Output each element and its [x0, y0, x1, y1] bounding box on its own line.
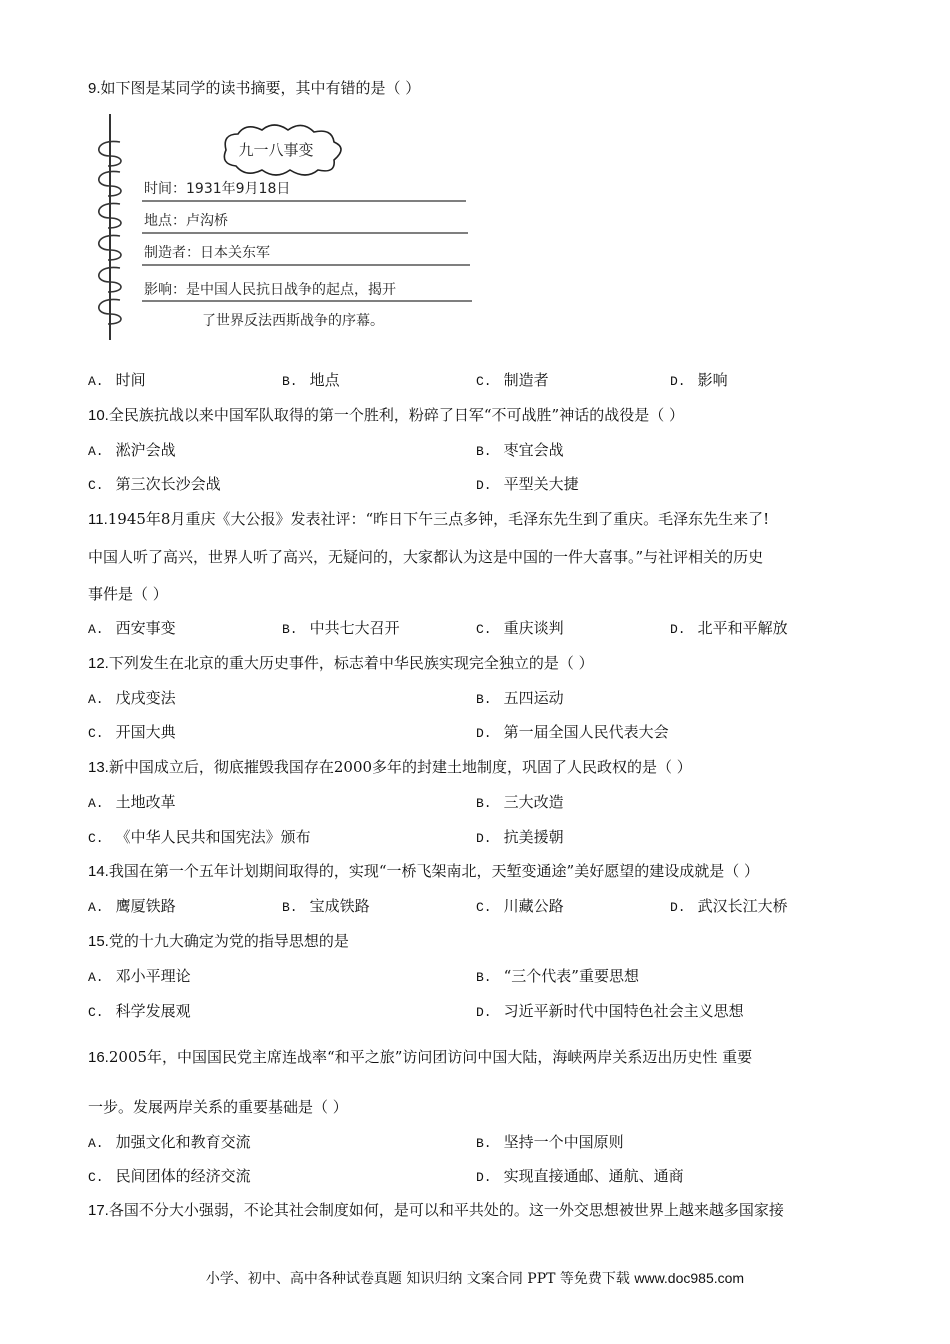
option-text: 开国大典 [115, 723, 176, 741]
option-letter: C. [476, 622, 492, 637]
question-text-continued: 一步。发展两岸关系的重要基础是（ ） [88, 1098, 348, 1116]
answer-option-q16-3 [476, 1166, 684, 1188]
question-text: 新中国成立后，彻底摧毁我国存在2000多年的封建土地制度，巩固了人民政权的是（ ） [108, 758, 692, 776]
question-stem-q13 [88, 757, 692, 778]
option-letter: B. [476, 796, 492, 811]
answer-option-q14-3 [670, 896, 788, 918]
option-text: 习近平新时代中国特色社会主义思想 [503, 1002, 744, 1020]
option-text: 坚持一个中国原则 [503, 1133, 624, 1151]
answer-option-q15-1 [476, 966, 639, 988]
option-letter: B. [476, 444, 492, 459]
option-letter: A. [88, 970, 104, 985]
question-text: 全民族抗战以来中国军队取得的第一个胜利，粉碎了日军“不可战胜”神话的战役是（ ） [108, 406, 684, 424]
option-letter: A. [88, 374, 104, 389]
question-stem-q17 [88, 1200, 784, 1221]
option-text: 邓小平理论 [115, 967, 191, 985]
answer-option-q12-0 [88, 688, 176, 710]
option-letter: A. [88, 1136, 104, 1151]
option-text: 第一届全国人民代表大会 [503, 723, 669, 741]
question-number: 9. [88, 80, 101, 97]
answer-option-q13-2 [88, 827, 311, 849]
notebook-illustration [86, 112, 486, 342]
option-letter: C. [88, 1170, 104, 1185]
option-text: 北平和平解放 [697, 619, 788, 637]
answer-option-q9-3 [670, 370, 728, 392]
question-number: 15. [88, 933, 109, 950]
option-letter: C. [88, 831, 104, 846]
question-stem-q10 [88, 405, 684, 426]
answer-option-q9-0 [88, 370, 146, 392]
question-stem-q15 [88, 931, 349, 952]
notebook-line-impact: 影响：是中国人民抗日战争的起点，揭开 [144, 282, 396, 298]
option-letter: C. [476, 900, 492, 915]
question-number: 10. [88, 407, 109, 424]
option-text: 中共七大召开 [309, 619, 400, 637]
question-number: 11. [88, 511, 108, 528]
option-text: 平型关大捷 [503, 475, 579, 493]
answer-option-q12-3 [476, 722, 669, 744]
question-number: 16. [88, 1049, 109, 1066]
answer-option-q14-1 [282, 896, 370, 918]
question-text-continued: 中国人听了高兴，世界人听了高兴，无疑问的，大家都认为这是中国的一件大喜事。”与社评相关的历史 [88, 548, 764, 566]
answer-option-q12-2 [88, 722, 176, 744]
question-text: 各国不分大小强弱，不论其社会制度如何，是可以和平共处的。这一外交思想被世界上越来越多国家接 [108, 1201, 784, 1219]
answer-option-q16-0 [88, 1132, 251, 1154]
option-letter: D. [476, 478, 492, 493]
option-letter: B. [282, 900, 298, 915]
answer-option-q10-0 [88, 440, 176, 462]
answer-option-q14-2 [476, 896, 564, 918]
reading-notes-image [86, 112, 486, 342]
answer-option-q11-0 [88, 618, 176, 640]
question-text-continued: 事件是（ ） [88, 585, 168, 603]
option-text: 实现直接通邮、通航、通商 [503, 1167, 684, 1185]
option-letter: D. [670, 374, 686, 389]
question-stem-q12 [88, 653, 594, 674]
option-letter: A. [88, 900, 104, 915]
notebook-line-impact-cont: 了世界反法西斯战争的序幕。 [202, 313, 384, 329]
notebook-line-maker: 制造者：日本关东军 [144, 245, 270, 261]
answer-option-q10-1 [476, 440, 564, 462]
option-letter: A. [88, 444, 104, 459]
answer-option-q11-3 [670, 618, 788, 640]
option-letter: C. [88, 1005, 104, 1020]
option-letter: A. [88, 622, 104, 637]
answer-option-q13-0 [88, 792, 176, 814]
answer-option-q14-0 [88, 896, 176, 918]
option-text: 枣宜会战 [503, 441, 564, 459]
question-stem-q16 [88, 1047, 752, 1068]
option-text: 土地改革 [115, 793, 176, 811]
answer-option-q16-1 [476, 1132, 624, 1154]
question-text: 我国在第一个五年计划期间取得的，实现“一桥飞架南北，天堑变通途”美好愿望的建设成就是（ ） [108, 862, 759, 880]
option-text: 西安事变 [115, 619, 176, 637]
question-stem-q9 [88, 78, 420, 99]
option-letter: D. [476, 1170, 492, 1185]
answer-option-q13-3 [476, 827, 564, 849]
option-letter: D. [670, 900, 686, 915]
option-text: 五四运动 [503, 689, 564, 707]
option-text: 《中华人民共和国宪法》颁布 [115, 828, 311, 846]
option-text: 重庆谈判 [503, 619, 564, 637]
option-text: 三大改造 [503, 793, 564, 811]
option-letter: A. [88, 692, 104, 707]
question-text: 党的十九大确定为党的指导思想的是 [108, 932, 349, 950]
answer-option-q11-1 [282, 618, 400, 640]
answer-option-q11-2 [476, 618, 564, 640]
option-letter: B. [476, 692, 492, 707]
option-letter: D. [476, 1005, 492, 1020]
option-letter: D. [476, 726, 492, 741]
option-text: 民间团体的经济交流 [115, 1167, 251, 1185]
answer-option-q15-2 [88, 1001, 191, 1023]
notebook-line-place: 地点：卢沟桥 [144, 213, 228, 229]
option-text: 第三次长沙会战 [115, 475, 221, 493]
answer-option-q13-1 [476, 792, 564, 814]
option-text: 地点 [309, 371, 340, 389]
option-text: 宝成铁路 [309, 897, 370, 915]
option-text: 淞沪会战 [115, 441, 176, 459]
option-letter: C. [88, 726, 104, 741]
answer-option-q12-1 [476, 688, 564, 710]
question-stem-q11 [88, 509, 769, 530]
option-text: “三个代表”重要思想 [503, 967, 639, 985]
footer-url: www.doc985.com [634, 1270, 745, 1286]
option-letter: D. [670, 622, 686, 637]
option-letter: A. [88, 796, 104, 811]
option-letter: B. [282, 622, 298, 637]
option-letter: B. [476, 1136, 492, 1151]
question-text: 下列发生在北京的重大历史事件，标志着中华民族实现完全独立的是（ ） [108, 654, 594, 672]
question-text: 如下图是某同学的读书摘要，其中有错的是（ ） [100, 79, 421, 97]
notebook-line-time: 时间：1931年9月18日 [144, 181, 291, 197]
option-letter: C. [476, 374, 492, 389]
option-letter: B. [282, 374, 298, 389]
option-text: 影响 [697, 371, 728, 389]
question-number: 17. [88, 1202, 109, 1219]
option-letter: B. [476, 970, 492, 985]
option-text: 戊戌变法 [115, 689, 176, 707]
question-text: 2005年，中国国民党主席连战率“和平之旅”访问团访问中国大陆，海峡两岸关系迈出历史性 重要 [108, 1048, 753, 1066]
option-text: 时间 [115, 371, 146, 389]
question-text: 1945年8月重庆《大公报》发表社评：“昨日下午三点多钟，毛泽东先生到了重庆。毛泽东先生来了! [107, 510, 770, 528]
answer-option-q15-0 [88, 966, 191, 988]
answer-option-q9-1 [282, 370, 340, 392]
option-text: 加强文化和教育交流 [115, 1133, 251, 1151]
footer-text: 小学、初中、高中各种试卷真题 知识归纳 文案合同 PPT 等免费下载 [205, 1271, 630, 1287]
page-footer [0, 1268, 950, 1288]
answer-option-q10-3 [476, 474, 579, 496]
question-stem-q14 [88, 861, 759, 882]
question-number: 12. [88, 655, 109, 672]
answer-option-q16-2 [88, 1166, 251, 1188]
option-text: 制造者 [503, 371, 549, 389]
option-text: 川藏公路 [503, 897, 564, 915]
option-letter: D. [476, 831, 492, 846]
answer-option-q15-3 [476, 1001, 744, 1023]
answer-option-q9-2 [476, 370, 549, 392]
answer-option-q10-2 [88, 474, 221, 496]
question-number: 14. [88, 863, 109, 880]
option-letter: C. [88, 478, 104, 493]
notebook-title: 九一八事变 [238, 141, 314, 159]
question-number: 13. [88, 759, 109, 776]
option-text: 武汉长江大桥 [697, 897, 788, 915]
option-text: 抗美援朝 [503, 828, 564, 846]
option-text: 鹰厦铁路 [115, 897, 176, 915]
option-text: 科学发展观 [115, 1002, 191, 1020]
